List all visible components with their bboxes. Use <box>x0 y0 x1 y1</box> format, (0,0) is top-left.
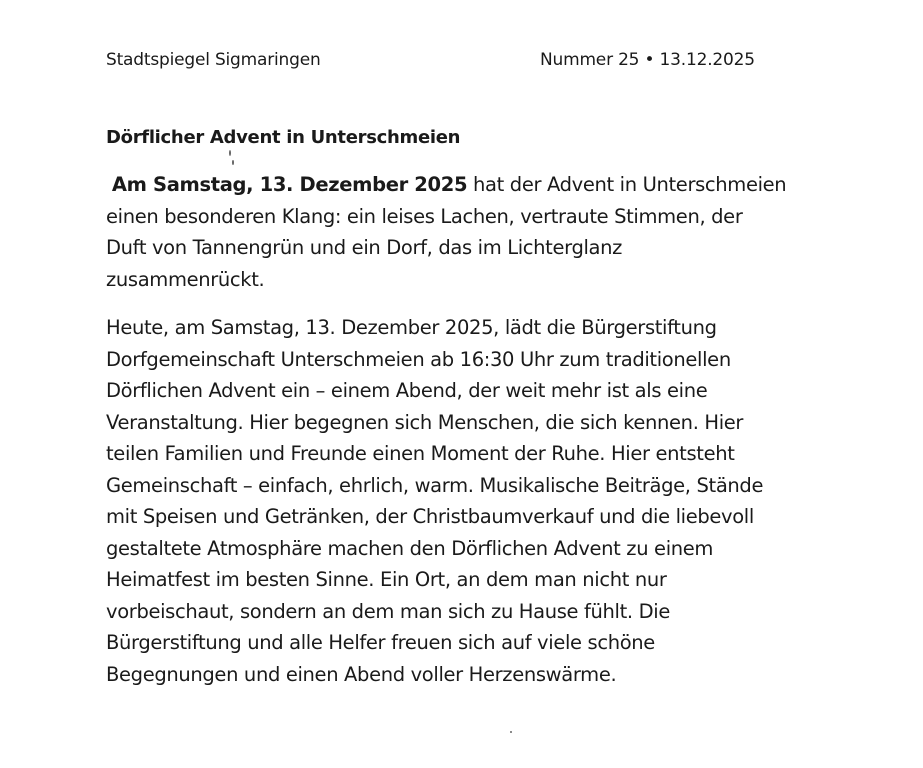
body-paragraph <box>106 312 806 690</box>
body-line: Dörflichen Advent ein – einem Abend, der weit mehr ist als eine <box>106 379 708 402</box>
issue-number-date: Nummer 25 • 13.12.2025 <box>540 50 755 70</box>
body-line: mit Speisen und Getränken, der Christbaumverkauf und die liebevoll <box>106 505 754 528</box>
body-line: Begegnungen und einen Abend voller Herzenswärme. <box>106 662 617 686</box>
intro-line <box>106 169 806 201</box>
intro-bold-lead: Am Samstag, 13. Dezember 2025 <box>111 173 468 196</box>
body-line: Dorfgemeinschaft Unterschmeien ab 16:30 Uhr zum traditionellen <box>106 347 731 371</box>
intro-line: einen besonderen Klang: ein leises Lachen, vertraute Stimmen, der <box>106 204 743 228</box>
body-line: Bürgerstiftung und alle Helfer freuen sich auf viele schöne <box>106 631 655 654</box>
scan-speck <box>229 150 231 156</box>
intro-line1-rest: hat der Advent in Unterschmeien <box>467 173 787 196</box>
body-line: Heute, am Samstag, 13. Dezember 2025, lädt die Bürgerstiftung <box>106 316 717 339</box>
article-title: Dörflicher Advent in Unterschmeien <box>106 127 461 148</box>
intro-line: Duft von Tannengrün und ein Dorf, das im Lichterglanz <box>106 236 623 259</box>
intro-paragraph <box>106 169 806 295</box>
body-line: gestaltete Atmosphäre machen den Dörflichen Advent zu einem <box>106 536 714 560</box>
scan-speck <box>510 731 512 733</box>
publication-name: Stadtspiegel Sigmaringen <box>106 50 321 70</box>
body-line: Gemeinschaft – einfach, ehrlich, warm. Musikalische Beiträge, Stände <box>106 473 764 497</box>
body-line: teilen Familien und Freunde einen Moment der Ruhe. Hier entsteht <box>106 442 735 465</box>
intro-line: zusammenrückt. <box>106 267 265 291</box>
body-line: Heimatfest im besten Sinne. Ein Ort, an dem man nicht nur <box>106 568 667 591</box>
body-line: vorbeischaut, sondern an dem man sich zu Hause fühlt. Die <box>106 599 671 623</box>
body-line: Veranstaltung. Hier begegnen sich Menschen, die sich kennen. Hier <box>106 410 744 434</box>
scan-speck <box>232 160 234 165</box>
